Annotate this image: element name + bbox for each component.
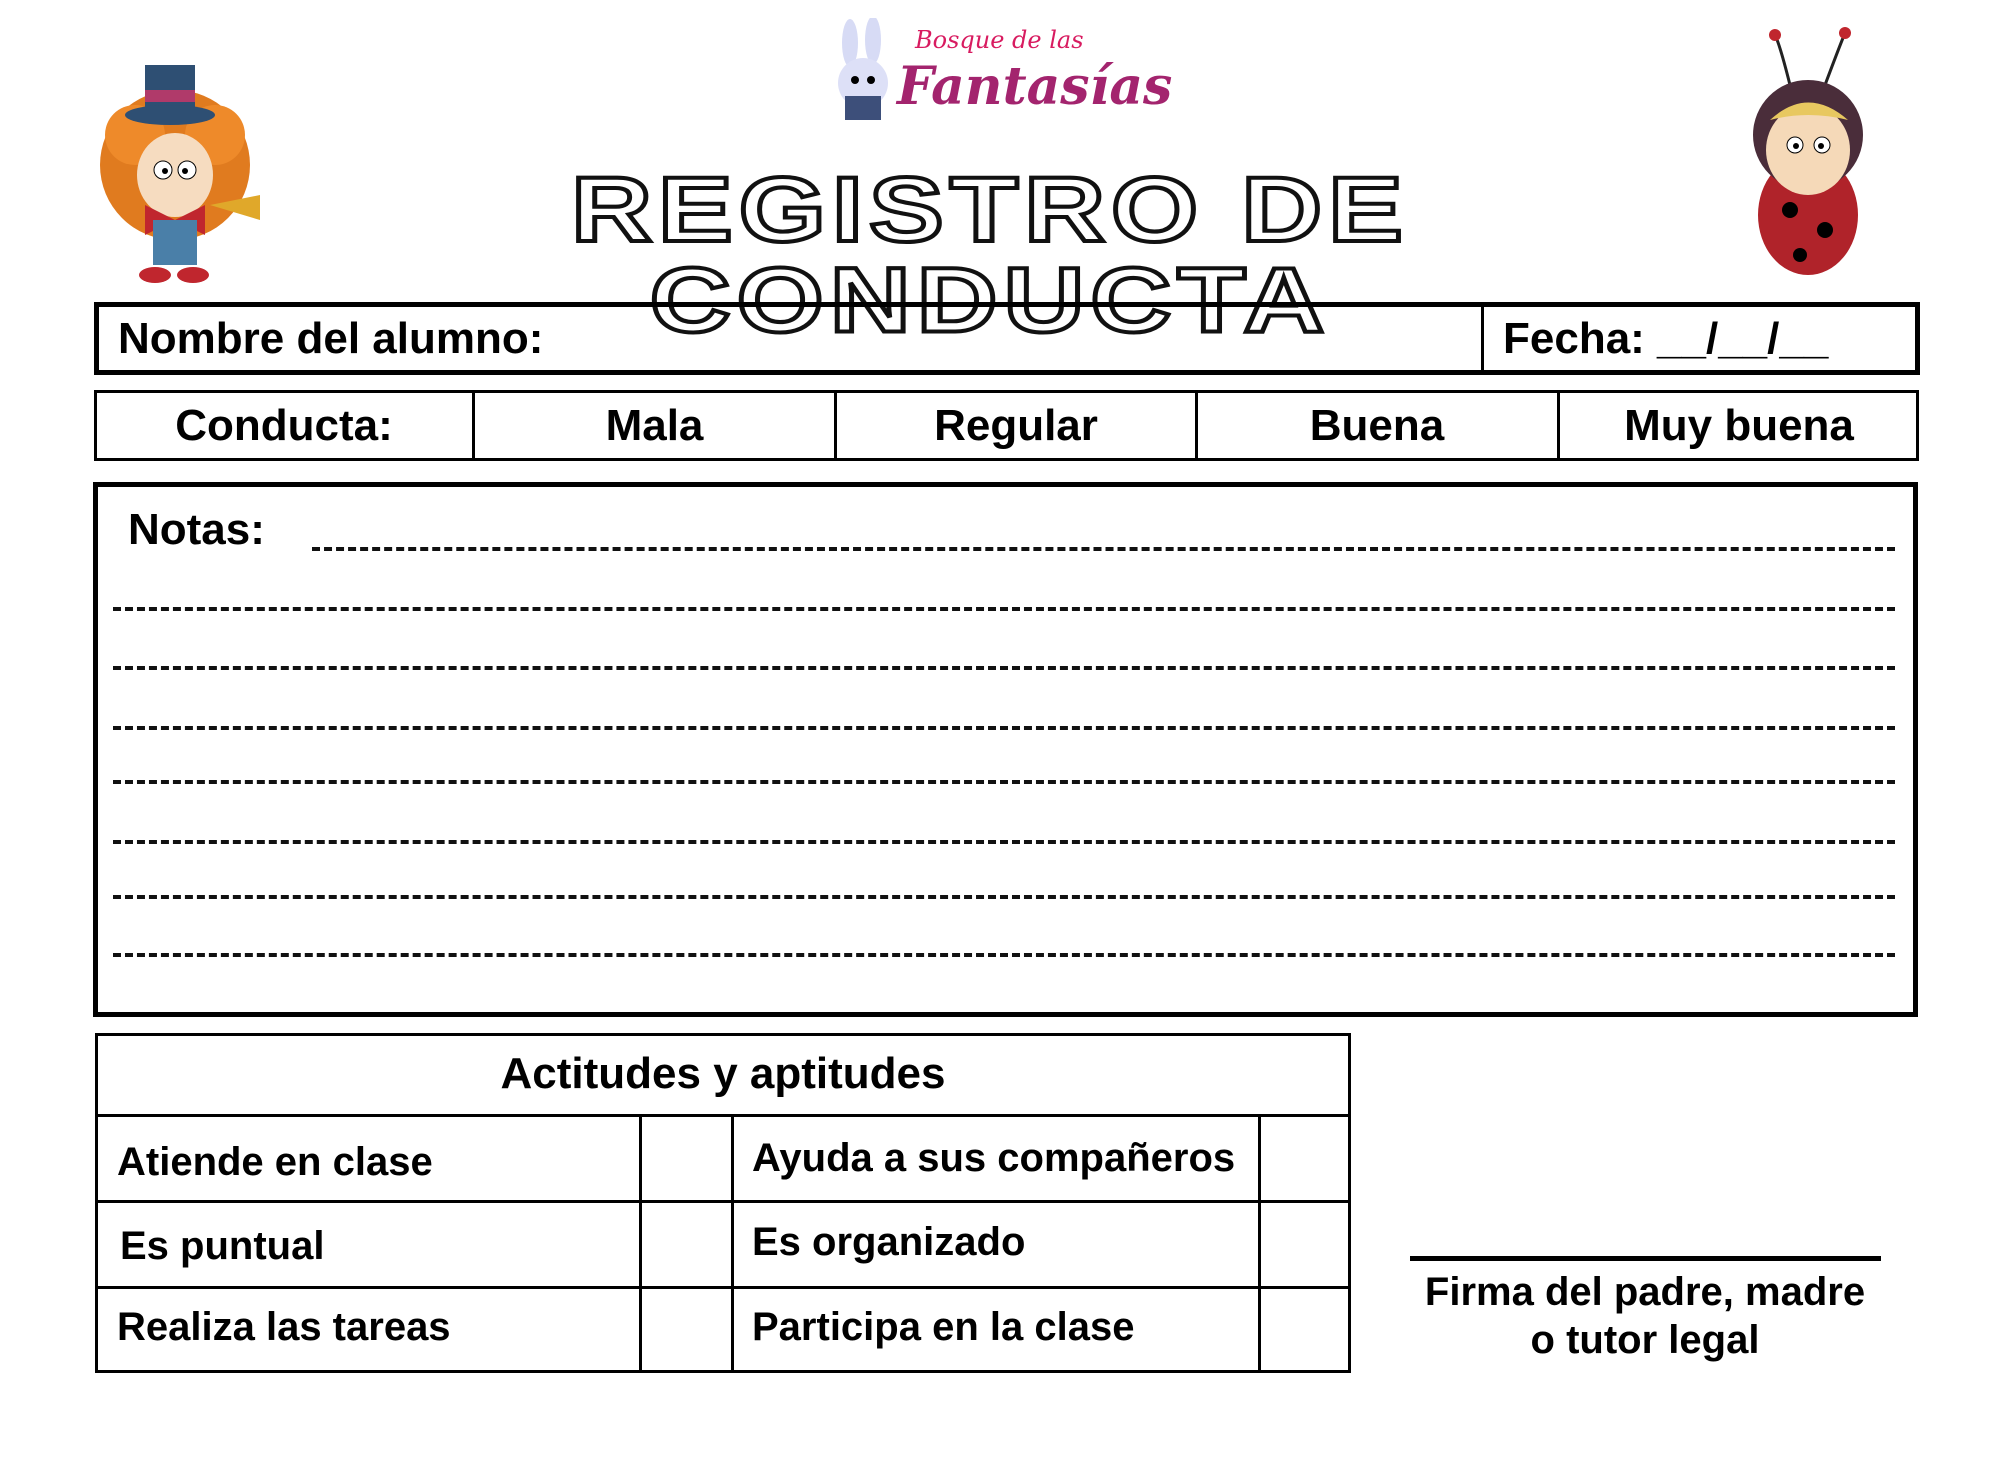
attitude-label: Realiza las tareas bbox=[117, 1305, 451, 1349]
brand-logo bbox=[825, 18, 1173, 130]
attitude-check-cell[interactable] bbox=[642, 1117, 731, 1200]
bunny-icon bbox=[825, 18, 905, 128]
notes-line[interactable] bbox=[113, 666, 1895, 670]
attitude-check-cell[interactable] bbox=[1261, 1289, 1349, 1372]
attitude-check-cell[interactable] bbox=[642, 1289, 731, 1372]
attitude-label: Es puntual bbox=[120, 1224, 325, 1268]
signature-line[interactable] bbox=[1410, 1256, 1881, 1261]
date-field[interactable]: Fecha: __/__/__ bbox=[1503, 314, 1829, 363]
notes-line[interactable] bbox=[113, 780, 1895, 784]
notes-line[interactable] bbox=[113, 895, 1895, 899]
conduct-option-muy-buena[interactable]: Muy buena bbox=[1624, 400, 1854, 450]
attitude-check-cell[interactable] bbox=[642, 1203, 731, 1286]
notes-box bbox=[93, 482, 1918, 1017]
attitude-label: Es organizado bbox=[752, 1220, 1026, 1264]
divider bbox=[1481, 302, 1484, 375]
attitude-label: Atiende en clase bbox=[117, 1140, 433, 1184]
conduct-option-regular[interactable]: Regular bbox=[934, 400, 1098, 450]
attitude-label: Ayuda a sus compañeros bbox=[752, 1136, 1236, 1180]
notes-line[interactable] bbox=[113, 726, 1895, 730]
clown-illustration bbox=[75, 55, 275, 290]
ladybug-illustration bbox=[1730, 25, 1880, 285]
attitude-check-cell[interactable] bbox=[1261, 1117, 1349, 1200]
page-title: REGISTRO DE CONDUCTA bbox=[571, 158, 1409, 352]
notes-line[interactable] bbox=[312, 547, 1895, 551]
conduct-option-mala[interactable]: Mala bbox=[605, 400, 704, 450]
signature-caption-line2: o tutor legal bbox=[1530, 1318, 1760, 1362]
notes-line[interactable] bbox=[113, 953, 1895, 957]
attitude-check-cell[interactable] bbox=[1261, 1203, 1349, 1286]
signature-caption-line1: Firma del padre, madre bbox=[1424, 1270, 1866, 1314]
logo-text-top: Bosque de las bbox=[915, 26, 1084, 54]
attitudes-title: Actitudes y aptitudes bbox=[500, 1049, 946, 1098]
notes-label: Notas: bbox=[128, 505, 265, 554]
conduct-option-buena[interactable]: Buena bbox=[1309, 400, 1445, 450]
notes-line[interactable] bbox=[113, 840, 1895, 844]
student-name-field[interactable]: Nombre del alumno: bbox=[118, 314, 544, 363]
logo-text-main: Fantasías bbox=[897, 56, 1173, 117]
conduct-label: Conducta: bbox=[175, 400, 393, 450]
attitude-label: Participa en la clase bbox=[752, 1305, 1135, 1349]
notes-line[interactable] bbox=[113, 607, 1895, 611]
divider bbox=[731, 1115, 734, 1372]
